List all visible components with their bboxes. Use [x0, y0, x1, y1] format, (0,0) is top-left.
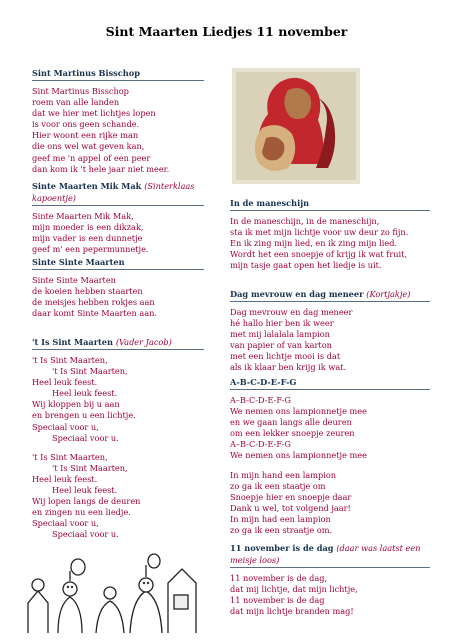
lyric-line: en brengen u een lichtje. — [32, 410, 136, 421]
saint-martin-illustration — [232, 68, 360, 184]
lyric-line: Speciaal voor u, — [32, 518, 99, 529]
song-tune: (Vader Jacob) — [115, 337, 172, 347]
lyric-line: en zingen nu een liedje. — [32, 507, 131, 518]
lyric-line: Heel leuk feest. — [52, 485, 118, 496]
lyric-line: Sint Martinus Bisschop — [32, 86, 129, 96]
lyric-line: de meisjes hebben rokjes aan — [32, 297, 155, 308]
lyric-line: 11 november is de dag — [230, 595, 325, 606]
song-title: A-B-C-D-E-F-G — [230, 376, 430, 390]
lyric-line: als ik klaar ben krijg ik wat. — [230, 362, 347, 373]
lyric-line: 11 november is de dag, — [230, 573, 328, 583]
lyric-line: Sinte Sinte Maarten — [32, 275, 116, 285]
lyric-line: zo ga ik een staatje om — [230, 480, 326, 491]
song-title: Sint Martinus Bisschop — [32, 67, 204, 81]
song-lyrics — [32, 355, 204, 541]
lyric-line: Wij kloppen bij u aan — [32, 399, 120, 410]
song-tune: (daar was laatst een meisje loos) — [230, 543, 421, 565]
song-lyrics — [32, 211, 204, 255]
song-lyrics — [230, 307, 430, 374]
lyric-line: Sinte Maarten Mik Mak, — [32, 211, 134, 221]
song-title: 11 november is de dag (daar was laatst een meisje loos) — [230, 542, 430, 568]
lyric-line: En ik zing mijn lied, en ik zing mijn lied. — [230, 238, 398, 249]
lyric-line: Wordt het een snoepje of krijg ik wat fruit, — [230, 249, 408, 260]
lyric-line: die ons wel wat geven kan, — [32, 141, 145, 152]
page-title: Sint Maarten Liedjes 11 november — [105, 24, 348, 39]
song-11-november-is-de-dag — [230, 542, 430, 617]
song-in-de-maneschijn — [230, 197, 430, 271]
lyric-line: Heel leuk feest. — [32, 473, 98, 484]
lyric-line — [230, 462, 430, 470]
lyric-line: mijn tasje gaat open het liedje is uit. — [230, 260, 382, 271]
lantern-walk-illustration — [18, 545, 198, 633]
lyric-line: dan kom ik 't hele jaar niet meer. — [32, 163, 170, 174]
lyric-line: In mijn hand een lampion — [230, 469, 337, 480]
lyric-line: A–B-C-D-E-F-G — [230, 395, 291, 405]
lyric-line: geef me 'n appel of een peer — [32, 152, 151, 163]
lyric-line: Snoepje hier en snoepje daar — [230, 491, 352, 502]
song-lyrics — [32, 86, 204, 175]
song-lyrics — [230, 216, 430, 271]
lyric-line: mijn vader is een dunnetje — [32, 233, 143, 244]
lyric-line: en we gaan langs alle deuren — [230, 417, 352, 428]
lyric-line: A–B-C-D-E-F-G — [230, 439, 291, 450]
lyric-line: om een lekker snoepje zeuren — [230, 428, 355, 439]
lyric-line: van papier of van karton — [230, 340, 332, 351]
lyric-line: geef m' een pepermunnetje. — [32, 244, 149, 255]
lyric-line: 't Is Sint Maarten, — [32, 355, 108, 365]
lyric-line: zo ga ik een straatje om. — [230, 525, 333, 536]
lyric-line: sta ik met mijn lichtje voor uw deur zo fijn. — [230, 227, 409, 238]
lyric-line: roem van alle landen — [32, 97, 120, 108]
lyric-line: daar komt Sinte Maarten aan. — [32, 308, 158, 319]
song-title: 't Is Sint Maarten (Vader Jacob) — [32, 336, 204, 350]
song-a-b-c-d-e-f-g — [230, 376, 430, 536]
lyric-line: 't Is Sint Maarten, — [52, 366, 128, 377]
lyric-line: is voor ons geen schande. — [32, 119, 140, 130]
lyric-line: Dag mevrouw en dag meneer — [230, 307, 353, 317]
song-title: Dag mevrouw en dag meneer (Kortjakje) — [230, 288, 430, 302]
song-tune: (Kortjakje) — [366, 289, 411, 299]
lyric-line: mijn moeder is een dikzak, — [32, 222, 144, 233]
song-lyrics — [230, 395, 430, 536]
song-sinte-sinte-maarten — [32, 256, 204, 319]
lyric-line: Speciaal voor u, — [32, 421, 99, 432]
lyric-line: Wij lopen langs de deuren — [32, 496, 141, 507]
lyric-line: In mijn had een lampion — [230, 513, 331, 524]
song-lyrics — [32, 275, 204, 319]
lyric-line: hé hallo hier ben ik weer — [230, 318, 334, 329]
lyric-line: dat we hier met lichtjes lopen — [32, 108, 156, 119]
lyric-line: We nemen ons lampionnetje mee — [230, 406, 367, 417]
lyric-line: 't Is Sint Maarten, — [52, 462, 128, 473]
lyric-line: met mij lalalala lampion — [230, 329, 330, 340]
song-sinte-maarten-mik-mak — [32, 180, 204, 255]
lyric-line: In de maneschijn, in de maneschijn, — [230, 216, 380, 226]
song-title: In de maneschijn — [230, 197, 430, 211]
lyric-line: Heel leuk feest. — [52, 388, 118, 399]
lyric-line: met een lichtje mooi is dat — [230, 351, 341, 362]
lyric-line: Heel leuk feest. — [32, 377, 98, 388]
song-dag-mevrouw-en-dag-meneer — [230, 288, 430, 374]
song-title: Sinte Sinte Maarten — [32, 256, 204, 270]
song-tune: (Sinterklaas kapoentje) — [32, 181, 195, 203]
song-lyrics — [230, 573, 430, 617]
lyric-line: Speciaal voor u. — [52, 529, 119, 540]
lyric-line: Dank u wel, tot volgend jaar! — [230, 502, 351, 513]
lyric-line: dat mijn lichtje branden mag! — [230, 606, 354, 617]
lyric-line: Speciaal voor u. — [52, 432, 119, 443]
song-sint-martinus-bisschop — [32, 67, 204, 175]
lyric-line: de koeien hebben staarten — [32, 286, 143, 297]
lyric-line: We nemen ons lampionnetje mee — [230, 450, 367, 461]
song-t-is-sint-maarten — [32, 336, 204, 541]
lyric-line: dat mij lichtje, dat mijn lichtje, — [230, 584, 358, 595]
lyric-line: Hier woont een rijke man — [32, 130, 139, 141]
lyric-line — [32, 444, 204, 452]
song-title: Sinte Maarten Mik Mak (Sinterklaas kapoentje) — [32, 180, 204, 206]
lyric-line: 't Is Sint Maarten, — [32, 451, 108, 462]
